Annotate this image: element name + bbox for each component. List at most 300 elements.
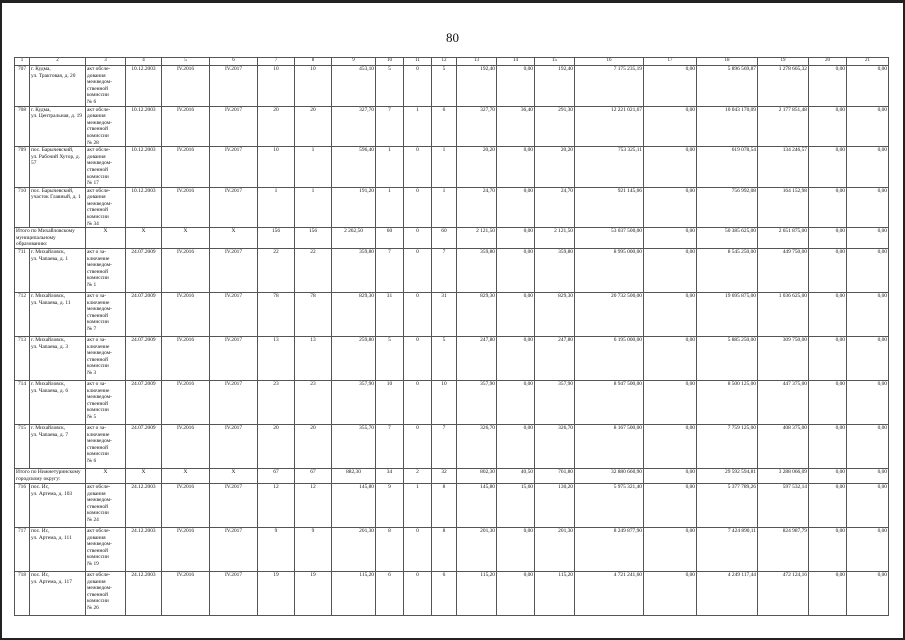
table-cell: 596,40 <box>332 147 376 188</box>
table-row <box>15 293 889 337</box>
column-number-cell: 7 <box>258 58 295 66</box>
table-cell: 20 <box>258 425 295 469</box>
table-cell: 753 325,11 <box>575 147 644 188</box>
table-cell: 0,00 <box>847 293 889 337</box>
subtotal-cell: 32 <box>432 469 457 484</box>
table-cell: 0,00 <box>497 528 535 572</box>
table-cell: 0,00 <box>847 187 889 228</box>
subtotal-cell: 32 880 660,90 <box>575 469 644 484</box>
table-cell: 708 <box>15 106 30 147</box>
table-cell: 1 036 625,00 <box>758 293 809 337</box>
subtotal-cell: 2 <box>404 469 432 484</box>
table-cell: 0,00 <box>497 187 535 228</box>
table-cell: 0,00 <box>847 66 889 107</box>
table-cell: акт о за- ключение межведом- ственной комиссии № 3 <box>86 337 126 381</box>
table-cell: акт о за- ключение межведом- ственной комиссии № 1 <box>86 249 126 293</box>
table-cell: 0,00 <box>644 381 697 425</box>
table-cell: 0,00 <box>847 147 889 188</box>
table-cell: 115,20 <box>535 572 575 616</box>
page-border-left <box>0 0 2 640</box>
subtotal-cell: 0,00 <box>847 469 889 484</box>
table-cell: IV.2016 <box>162 337 210 381</box>
table-cell: 2 177 851,48 <box>758 106 809 147</box>
subtotal-cell: 34 <box>376 469 404 484</box>
table-cell: 10 <box>258 66 295 107</box>
table-cell: 709 <box>15 147 30 188</box>
table-cell: 0,00 <box>847 572 889 616</box>
table-cell: 0 <box>404 572 432 616</box>
subtotal-row <box>15 228 889 249</box>
table-cell: IV.2017 <box>210 66 258 107</box>
table-cell: 20,20 <box>535 147 575 188</box>
table-cell: 12 221 021,67 <box>575 106 644 147</box>
subtotal-cell: X <box>86 469 126 484</box>
subtotal-cell: 40,50 <box>497 469 535 484</box>
subtotal-cell: 0,00 <box>644 228 697 249</box>
table-cell: 1 <box>404 484 432 528</box>
table-cell: IV.2017 <box>210 106 258 147</box>
table-cell: 0,00 <box>644 187 697 228</box>
table-cell: 829,30 <box>332 293 376 337</box>
table-cell: IV.2017 <box>210 147 258 188</box>
column-number-cell: 4 <box>126 58 162 66</box>
subtotal-cell: 60 <box>376 228 404 249</box>
table-cell: 24.07.2009 <box>126 425 162 469</box>
table-cell: 6 <box>432 572 457 616</box>
table-cell: 327,70 <box>457 106 497 147</box>
table-cell: 7 <box>432 249 457 293</box>
table-cell: IV.2016 <box>162 528 210 572</box>
table-cell: г. Михайловск, ул. Чапаева, д. 11 <box>30 293 86 337</box>
table-cell: 0,00 <box>809 484 847 528</box>
subtotal-cell: 67 <box>258 469 295 484</box>
column-number-cell: 13 <box>457 58 497 66</box>
table-cell: 24.12.2003 <box>126 528 162 572</box>
subtotal-cell: X <box>86 228 126 249</box>
table-cell: 1 <box>295 187 332 228</box>
table-cell: акт обсле- дования межведом- ственной комиссии № 28 <box>86 106 126 147</box>
column-number-cell: 5 <box>162 58 210 66</box>
table-cell: 0,00 <box>497 425 535 469</box>
table-cell: 1 <box>295 147 332 188</box>
table-cell: 712 <box>15 293 30 337</box>
table-cell: акт обсле- дования межведом- ственной комиссии № 17 <box>86 147 126 188</box>
table-cell: 0,00 <box>809 528 847 572</box>
table-cell: IV.2016 <box>162 147 210 188</box>
table-cell: 201,30 <box>535 528 575 572</box>
table-cell: 19 <box>258 572 295 616</box>
table-cell: 13 <box>258 337 295 381</box>
table-cell: 0,00 <box>644 249 697 293</box>
table-cell: IV.2016 <box>162 66 210 107</box>
table-cell: 0 <box>404 425 432 469</box>
table-cell: 0,00 <box>644 66 697 107</box>
table-cell: 31 <box>376 293 404 337</box>
subtotal-cell: 0,00 <box>644 469 697 484</box>
table-cell: 31 <box>432 293 457 337</box>
table-cell: 5 <box>432 66 457 107</box>
table-cell: 824 987,79 <box>758 528 809 572</box>
table-cell: 19 695 875,00 <box>697 293 758 337</box>
table-cell: 191,20 <box>332 187 376 228</box>
subtotal-cell: 0,00 <box>809 228 847 249</box>
subtotal-cell: X <box>126 469 162 484</box>
table-row <box>15 66 889 107</box>
subtotal-label: Итого по Михайловскому муниципальному образованию: <box>15 228 86 249</box>
subtotal-cell: 0 <box>404 228 432 249</box>
table-cell: 10.12.2003 <box>126 147 162 188</box>
subtotal-cell: 53 037 500,00 <box>575 228 644 249</box>
table-cell: 192,40 <box>457 66 497 107</box>
table-cell: 9 <box>376 484 404 528</box>
table-cell: 8 <box>376 528 404 572</box>
table-cell: 20 <box>295 106 332 147</box>
table-cell: IV.2016 <box>162 187 210 228</box>
table-cell: 0 <box>404 381 432 425</box>
table-cell: IV.2016 <box>162 572 210 616</box>
table-cell: г. Михайловск, ул. Чапаева, д. 3 <box>30 337 86 381</box>
table-cell: 5 <box>376 337 404 381</box>
table-cell: 0,00 <box>809 106 847 147</box>
table-cell: 10.12.2003 <box>126 66 162 107</box>
table-cell: акт обсле- дования межведом- ственной комиссии № 34 <box>86 187 126 228</box>
table-cell: 24.12.2003 <box>126 484 162 528</box>
column-number-cell: 6 <box>210 58 258 66</box>
table-cell: 8 995 000,00 <box>575 249 644 293</box>
column-number-cell: 11 <box>404 58 432 66</box>
table-cell: 5 885 250,00 <box>697 337 758 381</box>
table-cell: 359,80 <box>457 249 497 293</box>
table-cell: 0,00 <box>497 249 535 293</box>
table-cell: 359,80 <box>535 249 575 293</box>
table-cell: 0,00 <box>847 106 889 147</box>
table-cell: 6 <box>432 106 457 147</box>
table-cell: IV.2016 <box>162 293 210 337</box>
table-row <box>15 381 889 425</box>
table-row <box>15 572 889 616</box>
table-cell: 7 <box>432 425 457 469</box>
subtotal-cell: 67 <box>295 469 332 484</box>
subtotal-cell: 156 <box>295 228 332 249</box>
subtotal-label: Итого по Нижнетуринскому городскому округу: <box>15 469 86 484</box>
table-cell: 9 <box>258 528 295 572</box>
subtotal-cell: X <box>126 228 162 249</box>
table-cell: 0,00 <box>809 249 847 293</box>
table-cell: 326,70 <box>457 425 497 469</box>
table-cell: 6 195 000,00 <box>575 337 644 381</box>
table-cell: 309 750,00 <box>758 337 809 381</box>
table-cell: 711 <box>15 249 30 293</box>
subtotal-cell: 60 <box>432 228 457 249</box>
table-cell: 449 750,00 <box>758 249 809 293</box>
table-cell: 1 278 665,32 <box>758 66 809 107</box>
table-cell: 192,40 <box>535 66 575 107</box>
table-cell: 20,20 <box>457 147 497 188</box>
table-cell: 8 947 500,00 <box>575 381 644 425</box>
table-cell: г. Михайловск, ул. Чапаева, д. 1 <box>30 249 86 293</box>
table-row <box>15 528 889 572</box>
table-cell: 718 <box>15 572 30 616</box>
table-cell: 1 <box>432 147 457 188</box>
table-cell: 10 <box>376 381 404 425</box>
table-cell: 0,00 <box>497 381 535 425</box>
subtotal-cell: 0,00 <box>809 469 847 484</box>
table-cell: 327,70 <box>332 106 376 147</box>
subtotal-cell: 2 121,50 <box>457 228 497 249</box>
table-cell: акт о за- ключение межведом- ственной комиссии № 6 <box>86 425 126 469</box>
table-row <box>15 187 889 228</box>
table-cell: 164 152,98 <box>758 187 809 228</box>
table-cell: 0,00 <box>809 293 847 337</box>
table-cell: 23 <box>258 381 295 425</box>
table-cell: 12 <box>295 484 332 528</box>
table-cell: пос. Барычевский, ул. Рабочий Хутор, д. 57 <box>30 147 86 188</box>
table-cell: 24.07.2009 <box>126 293 162 337</box>
table-cell: 5 975 321,40 <box>575 484 644 528</box>
table-cell: 0,00 <box>644 425 697 469</box>
table-cell: 130,20 <box>535 484 575 528</box>
table-cell: 115,20 <box>332 572 376 616</box>
column-number-cell: 10 <box>376 58 404 66</box>
table-cell: 1 <box>258 187 295 228</box>
subtotal-cell: X <box>162 228 210 249</box>
table-cell: г. Кудма, ул. Трактовая, д. 20 <box>30 66 86 107</box>
table-cell: 8 <box>432 484 457 528</box>
table-cell: 0,00 <box>847 528 889 572</box>
column-number-cell: 2 <box>30 58 86 66</box>
table-cell: IV.2016 <box>162 484 210 528</box>
table-cell: 78 <box>295 293 332 337</box>
table-cell: 24.07.2009 <box>126 249 162 293</box>
table-cell: 0,00 <box>809 572 847 616</box>
subtotal-cell: 3 288 066,09 <box>758 469 809 484</box>
table-cell: 8 500 125,00 <box>697 381 758 425</box>
table-cell: 23 <box>295 381 332 425</box>
table-cell: 357,90 <box>535 381 575 425</box>
subtotal-cell: 2 651 875,00 <box>758 228 809 249</box>
table-cell: 8 545 250,00 <box>697 249 758 293</box>
table-cell: акт обсле- дования межведом- ственной комиссии № 6 <box>86 66 126 107</box>
column-number-cell: 21 <box>847 58 889 66</box>
table-cell: IV.2017 <box>210 484 258 528</box>
table-cell: IV.2016 <box>162 381 210 425</box>
table-cell: 15,60 <box>497 484 535 528</box>
table-cell: 0 <box>404 249 432 293</box>
table-cell: 20 <box>295 425 332 469</box>
subtotal-cell: 761,80 <box>535 469 575 484</box>
table-cell: 259,80 <box>332 337 376 381</box>
table-cell: 5 377 789,26 <box>697 484 758 528</box>
table-cell: IV.2017 <box>210 381 258 425</box>
table-cell: 921 145,06 <box>575 187 644 228</box>
table-cell: акт обсле- дования межведом- ственной комиссии № 26 <box>86 572 126 616</box>
table-cell: 710 <box>15 187 30 228</box>
table-cell: 7 <box>376 425 404 469</box>
table-cell: пос. Ис, ул. Артема, д. 117 <box>30 572 86 616</box>
table-cell: 7 759 125,00 <box>697 425 758 469</box>
table-cell: 20 <box>258 106 295 147</box>
table-cell: 0,00 <box>644 528 697 572</box>
table-cell: 24.07.2009 <box>126 337 162 381</box>
table-cell: 24.07.2009 <box>126 381 162 425</box>
table-cell: 6 <box>376 572 404 616</box>
table-cell: акт о за- ключение межведом- ственной комиссии № 5 <box>86 381 126 425</box>
table-cell: 0 <box>404 187 432 228</box>
table-cell: 4 249 117,44 <box>697 572 758 616</box>
table-cell: акт обсле- дования межведом- ственной комиссии № 24 <box>86 484 126 528</box>
table-cell: IV.2016 <box>162 425 210 469</box>
table-cell: IV.2017 <box>210 249 258 293</box>
table-cell: 13 <box>295 337 332 381</box>
subtotal-cell: 882,30 <box>332 469 376 484</box>
table-cell: 0,00 <box>809 425 847 469</box>
table-cell: 10 043 170,09 <box>697 106 758 147</box>
table-cell: 20 732 500,00 <box>575 293 644 337</box>
table-cell: 291,30 <box>535 106 575 147</box>
table-cell: 247,80 <box>535 337 575 381</box>
table-cell: пос. Барычевский, участок Главный, д. 1 <box>30 187 86 228</box>
table-cell: 8 249 877,90 <box>575 528 644 572</box>
table-cell: 716 <box>15 484 30 528</box>
table-cell: 5 896 569,87 <box>697 66 758 107</box>
table-cell: 78 <box>258 293 295 337</box>
table-cell: 0,00 <box>847 425 889 469</box>
column-number-cell: 9 <box>332 58 376 66</box>
column-number-cell: 17 <box>644 58 697 66</box>
table-row <box>15 425 889 469</box>
housing-program-table <box>14 57 889 616</box>
table-cell: 0,00 <box>497 572 535 616</box>
table-cell: 7 175 235,19 <box>575 66 644 107</box>
table-cell: 8 <box>432 528 457 572</box>
table-row <box>15 106 889 147</box>
subtotal-cell: X <box>210 469 258 484</box>
table-cell: 0,00 <box>497 293 535 337</box>
table-cell: 0,00 <box>644 147 697 188</box>
table-cell: 22 <box>295 249 332 293</box>
table-cell: IV.2017 <box>210 293 258 337</box>
table-cell: 447 375,00 <box>758 381 809 425</box>
table-row <box>15 484 889 528</box>
table-cell: IV.2016 <box>162 106 210 147</box>
table-cell: акт обсле- дования межведом- ственной комиссии № 19 <box>86 528 126 572</box>
column-number-cell: 15 <box>535 58 575 66</box>
column-number-cell: 16 <box>575 58 644 66</box>
table-cell: 1 <box>376 147 404 188</box>
table-row <box>15 147 889 188</box>
table-cell: 0 <box>404 293 432 337</box>
table-cell: 0 <box>404 147 432 188</box>
table-cell: 36,40 <box>497 106 535 147</box>
table-cell: 713 <box>15 337 30 381</box>
column-number-cell: 18 <box>697 58 758 66</box>
table-cell: 597 532,14 <box>758 484 809 528</box>
table-cell: 7 424 890,11 <box>697 528 758 572</box>
table-cell: 5 <box>376 66 404 107</box>
column-number-cell: 20 <box>809 58 847 66</box>
table-cell: 9 <box>295 528 332 572</box>
table-cell: 0,00 <box>644 293 697 337</box>
table-cell: 115,20 <box>457 572 497 616</box>
table-cell: IV.2017 <box>210 572 258 616</box>
table-cell: 10.12.2003 <box>126 106 162 147</box>
table-cell: IV.2017 <box>210 425 258 469</box>
table-cell: 1 <box>404 106 432 147</box>
table-cell: IV.2017 <box>210 528 258 572</box>
table-cell: 24.12.2003 <box>126 572 162 616</box>
table-cell: IV.2016 <box>162 249 210 293</box>
subtotal-cell: 156 <box>258 228 295 249</box>
column-number-cell: 3 <box>86 58 126 66</box>
subtotal-cell: X <box>210 228 258 249</box>
column-number-cell: 14 <box>497 58 535 66</box>
subtotal-cell: 802,30 <box>457 469 497 484</box>
subtotal-cell: 0,00 <box>847 228 889 249</box>
table-cell: пос. Ис, ул. Артема, д. 103 <box>30 484 86 528</box>
table-cell: 201,30 <box>457 528 497 572</box>
column-number-cell: 1 <box>15 58 30 66</box>
table-cell: 24,70 <box>457 187 497 228</box>
table-cell: 408 375,00 <box>758 425 809 469</box>
table-cell: 0,00 <box>644 484 697 528</box>
table-cell: 355,70 <box>332 425 376 469</box>
table-cell: 0,00 <box>809 337 847 381</box>
table-cell: 472 124,16 <box>758 572 809 616</box>
table-cell: 201,30 <box>332 528 376 572</box>
table-cell: 0,00 <box>809 147 847 188</box>
table-cell: 0,00 <box>644 572 697 616</box>
subtotal-cell: X <box>162 469 210 484</box>
table-cell: 12 <box>258 484 295 528</box>
table-cell: 326,70 <box>535 425 575 469</box>
table-cell: 0,00 <box>497 66 535 107</box>
table-cell: 10 <box>432 381 457 425</box>
table-cell: 0,00 <box>847 249 889 293</box>
column-number-row <box>15 58 889 66</box>
table-cell: 357,90 <box>457 381 497 425</box>
table-cell: 1 <box>432 187 457 228</box>
subtotal-cell: 0,00 <box>497 228 535 249</box>
table-cell: 715 <box>15 425 30 469</box>
table-cell: 134 246,57 <box>758 147 809 188</box>
table-cell: 0,00 <box>497 337 535 381</box>
table-cell: 0,00 <box>847 381 889 425</box>
page-number: 80 <box>446 30 459 45</box>
table-cell: 4 721 241,60 <box>575 572 644 616</box>
table-cell: 619 078,54 <box>697 147 758 188</box>
table-cell: 0,00 <box>847 337 889 381</box>
table-cell: 717 <box>15 528 30 572</box>
table-cell: г. Михайловск, ул. Чапаева, д. 6 <box>30 381 86 425</box>
table-cell: 0 <box>404 337 432 381</box>
table-cell: 829,30 <box>457 293 497 337</box>
table-cell: 7 <box>376 106 404 147</box>
table-cell: г. Кудма, ул. Центральная, д. 19 <box>30 106 86 147</box>
table-cell: 0,00 <box>644 106 697 147</box>
table-cell: IV.2017 <box>210 337 258 381</box>
subtotal-cell: 50 385 625,00 <box>697 228 758 249</box>
table-cell: 0 <box>404 528 432 572</box>
table-cell: 22 <box>258 249 295 293</box>
table-cell: 10 <box>258 147 295 188</box>
column-number-cell: 19 <box>758 58 809 66</box>
table-cell: 829,30 <box>535 293 575 337</box>
subtotal-cell: 2 262,50 <box>332 228 376 249</box>
table-cell: 8 167 500,00 <box>575 425 644 469</box>
table-cell: 1 <box>376 187 404 228</box>
table-row <box>15 337 889 381</box>
table-cell: 0,00 <box>809 187 847 228</box>
